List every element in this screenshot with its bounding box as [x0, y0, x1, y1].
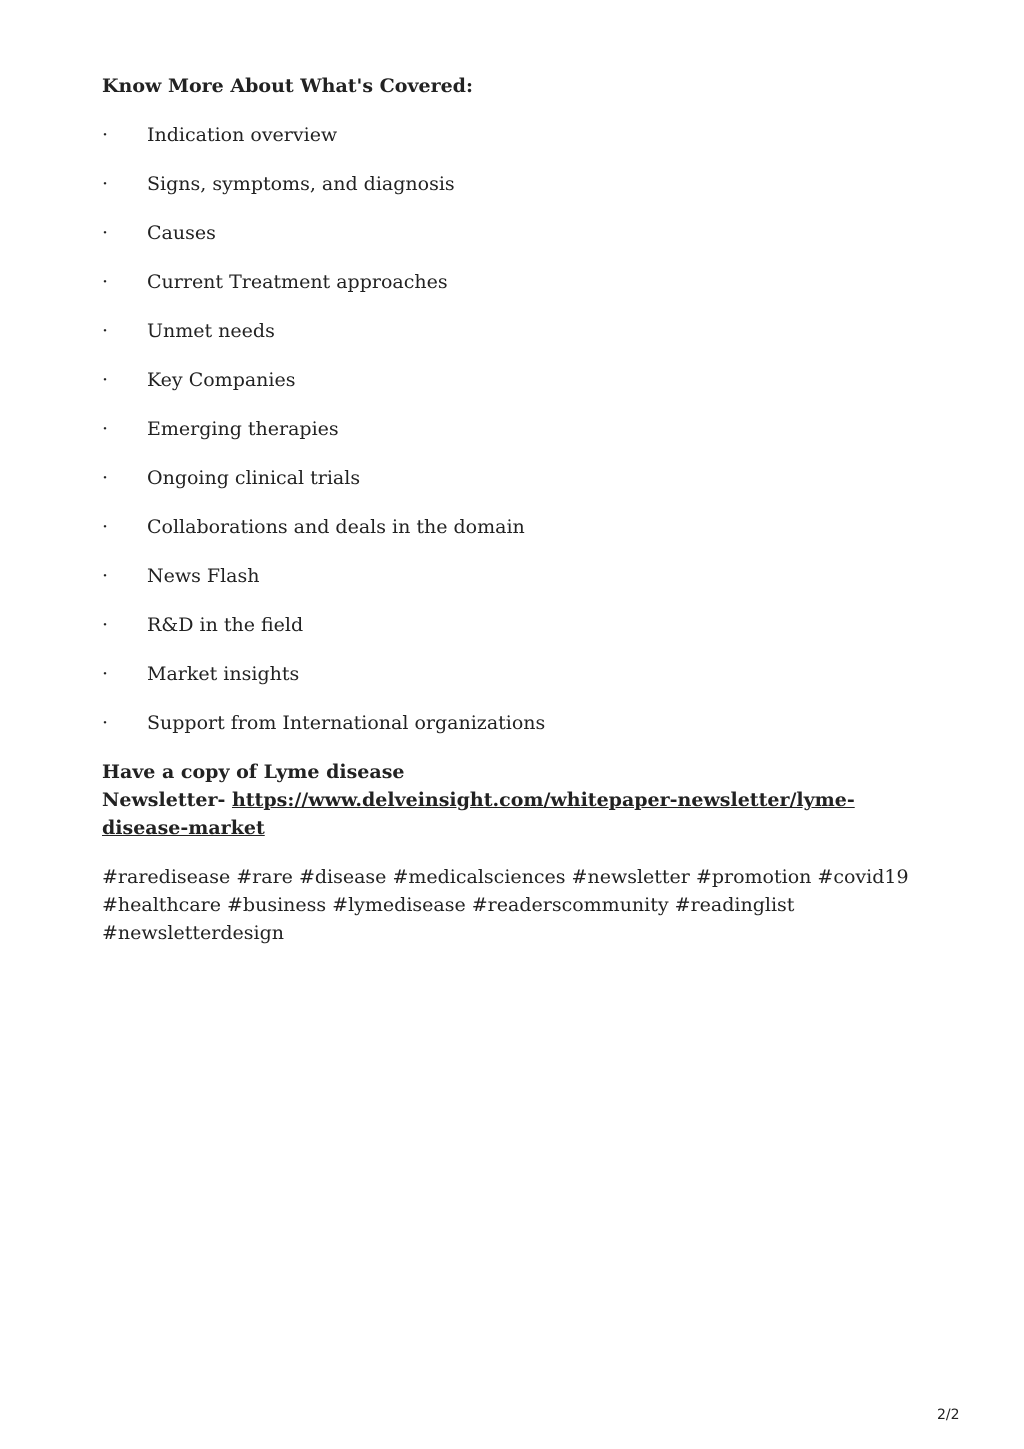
bullet: ·: [102, 222, 109, 244]
list-item: [102, 611, 932, 639]
bullet: ·: [102, 173, 109, 195]
list-item: [102, 513, 932, 541]
newsletter-link[interactable]: https://www.delveinsight.com/whitepaper-newsletter/lyme-disease-market: [102, 789, 855, 839]
covered-list: [102, 121, 932, 737]
list-item-label: Signs, symptoms, and diagnosis: [147, 173, 455, 195]
list-item-label: Unmet needs: [147, 320, 275, 342]
list-item: [102, 562, 932, 590]
bullet: ·: [102, 369, 109, 391]
list-item-label: Collaborations and deals in the domain: [147, 516, 525, 538]
list-item: [102, 317, 932, 345]
bullet: ·: [102, 712, 109, 734]
hashtags: #raredisease #rare #disease #medicalsciences #newsletter #promotion #covid19 #healthcare #business #lymedisease #readerscommunity #readinglist #newsletterdesign: [102, 866, 909, 944]
list-item-label: News Flash: [147, 565, 260, 587]
list-item-label: R&D in the field: [147, 614, 304, 636]
list-item-label: Indication overview: [147, 124, 338, 146]
list-item-label: Key Companies: [147, 369, 296, 391]
bullet: ·: [102, 614, 109, 636]
list-item: [102, 709, 932, 737]
bullet: ·: [102, 124, 109, 146]
bullet: ·: [102, 516, 109, 538]
list-item: [102, 121, 932, 149]
list-item-label: Ongoing clinical trials: [147, 467, 361, 489]
list-item-label: Current Treatment approaches: [147, 271, 448, 293]
list-item-label: Emerging therapies: [147, 418, 339, 440]
list-item: [102, 660, 932, 688]
bullet: ·: [102, 320, 109, 342]
list-item-label: Market insights: [147, 663, 300, 685]
list-item: [102, 415, 932, 443]
bullet: ·: [102, 663, 109, 685]
bullet: ·: [102, 565, 109, 587]
section-heading: Know More About What's Covered:: [102, 75, 473, 97]
page-number: 2/2: [937, 1407, 960, 1423]
newsletter-paragraph: [102, 758, 882, 842]
newsletter-prefix-line2: Newsletter-: [102, 789, 232, 811]
list-item: [102, 268, 932, 296]
bullet: ·: [102, 271, 109, 293]
newsletter-prefix-line1: Have a copy of Lyme disease: [102, 761, 405, 783]
list-item: [102, 219, 932, 247]
bullet: ·: [102, 467, 109, 489]
list-item: [102, 170, 932, 198]
list-item-label: Causes: [147, 222, 216, 244]
list-item: [102, 366, 932, 394]
list-item-label: Support from International organizations: [147, 712, 546, 734]
main-content: [102, 72, 932, 947]
bullet: ·: [102, 418, 109, 440]
list-item: [102, 464, 932, 492]
